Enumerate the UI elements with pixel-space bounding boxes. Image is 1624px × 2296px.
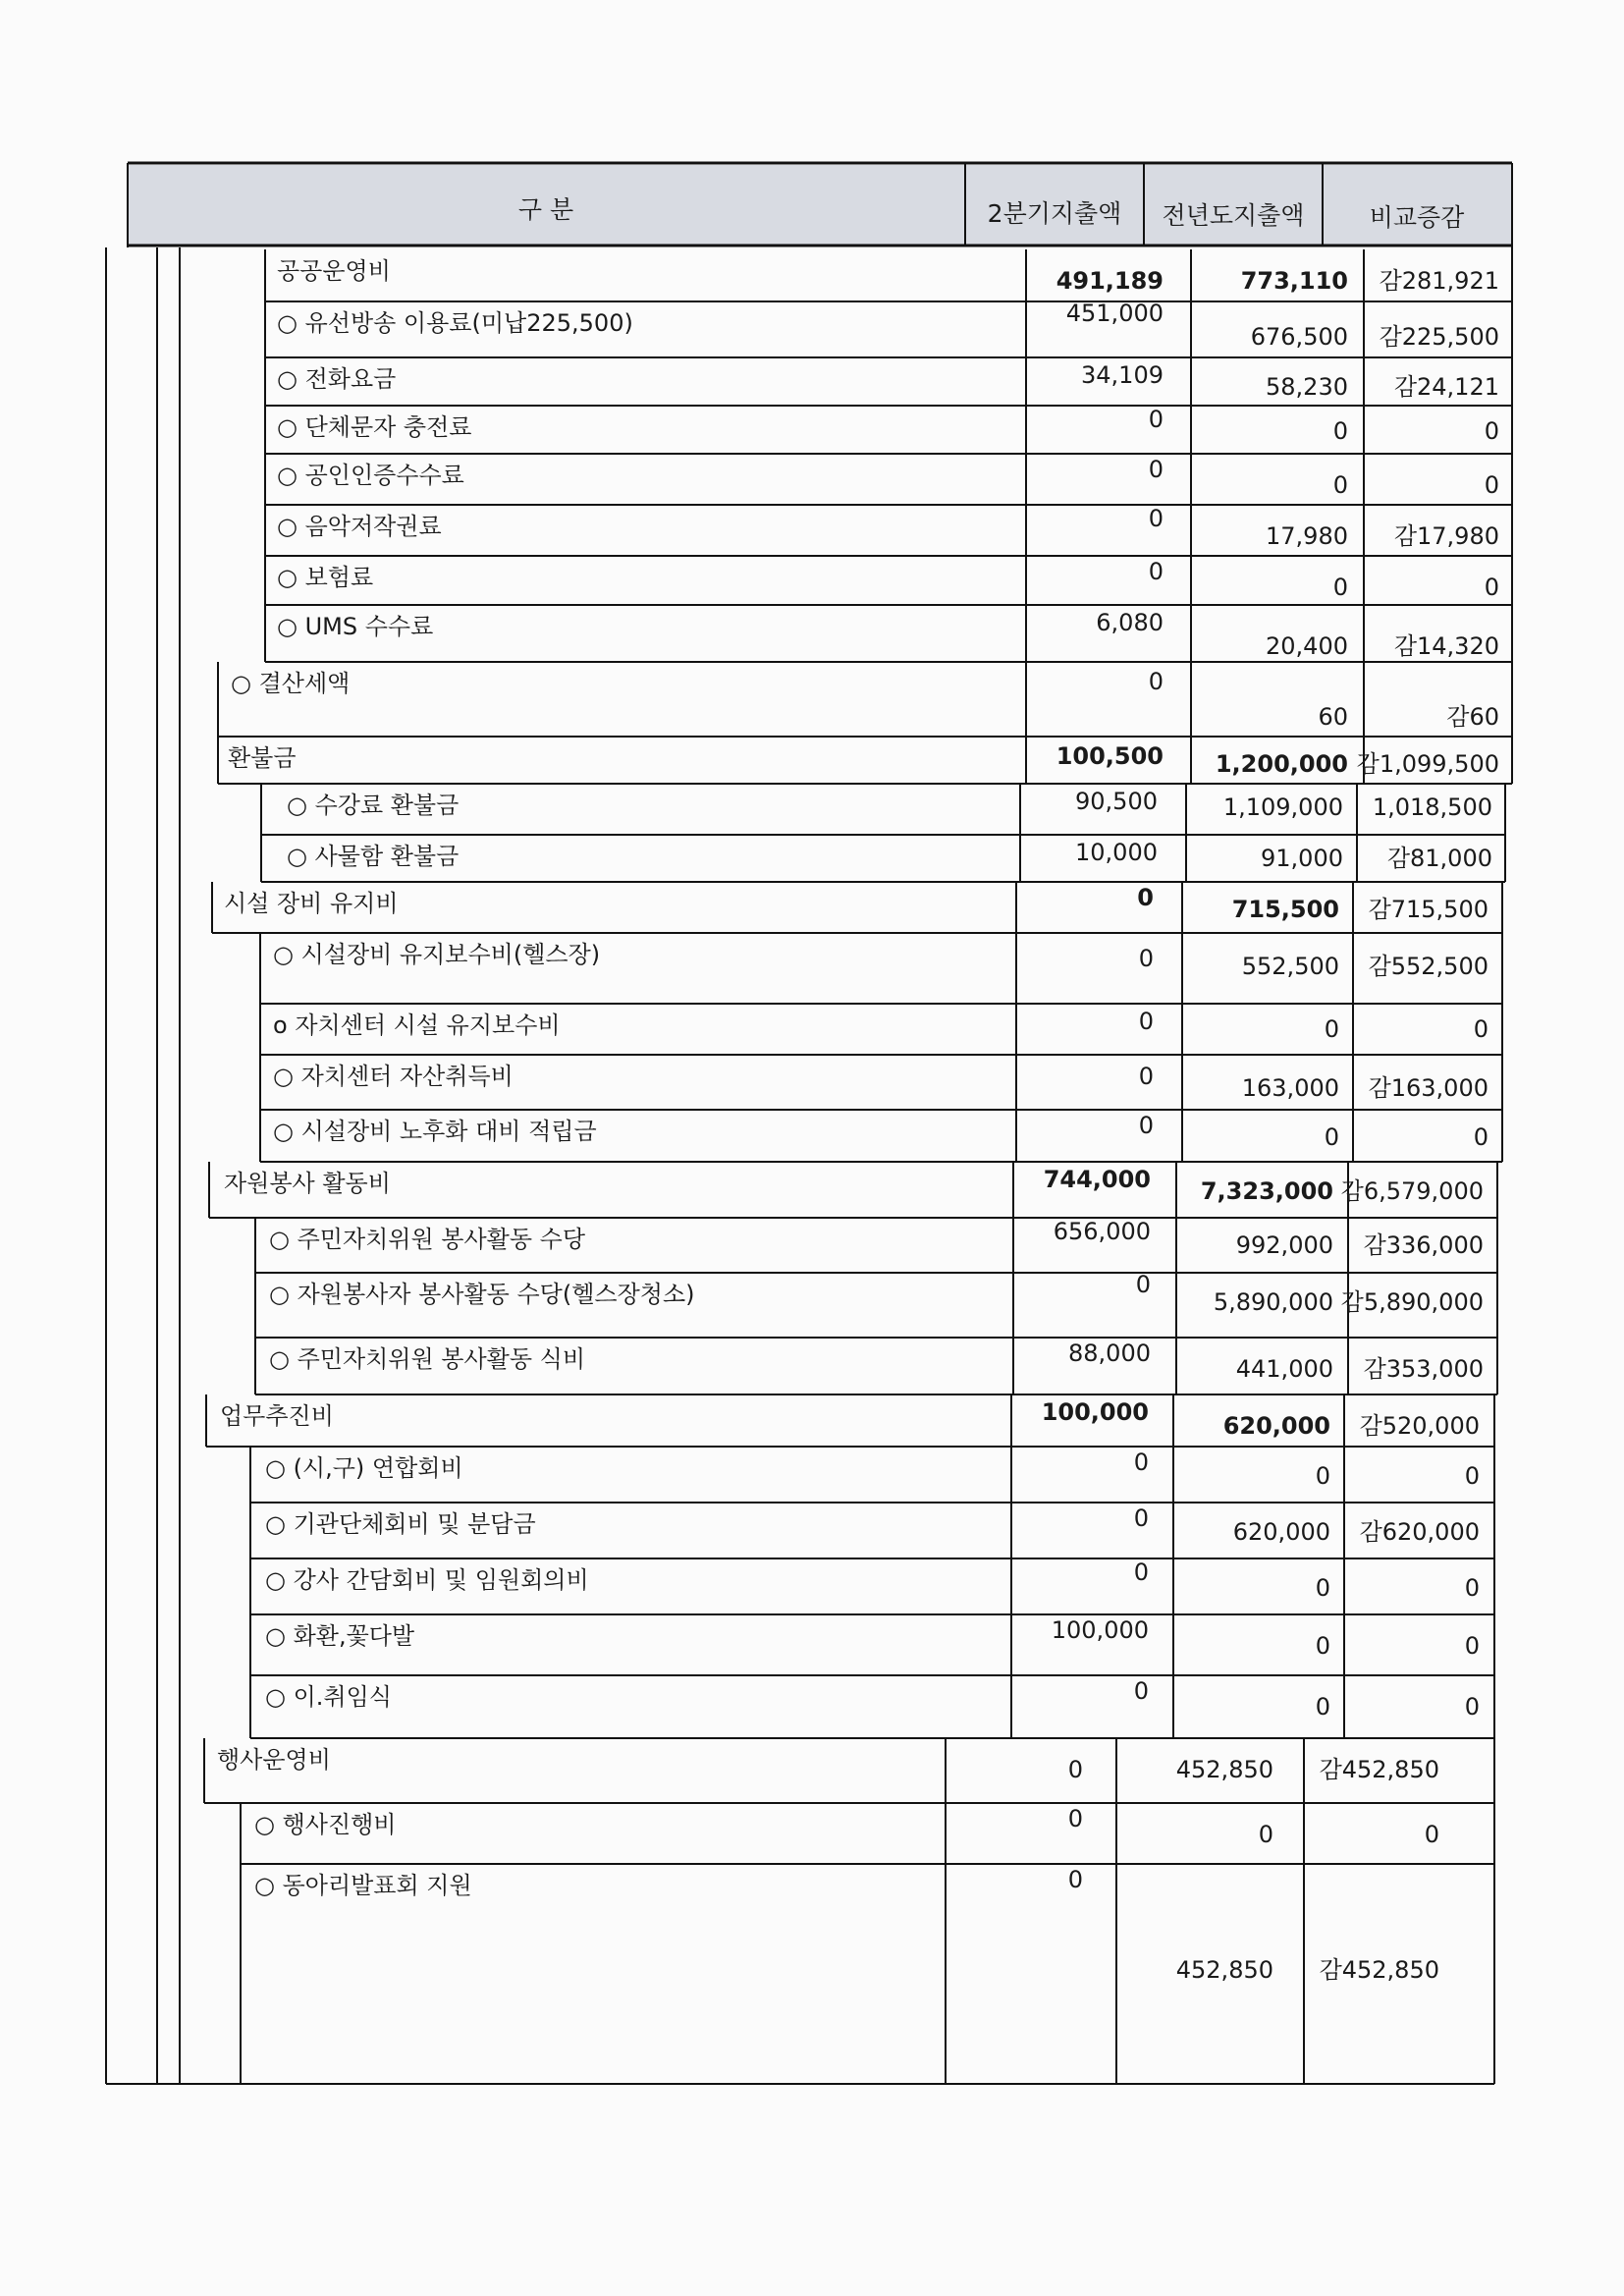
row-q2-value: 0 <box>1067 1866 1083 1893</box>
row-prev-year-value: 58,230 <box>1266 373 1348 401</box>
row-diff-value: 감163,000 <box>1368 1074 1489 1102</box>
row-prev-year-value: 452,850 <box>1175 1956 1273 1984</box>
row-prev-year-value: 552,500 <box>1241 953 1339 980</box>
header-prev-year-expense: 전년도지출액 <box>1162 201 1305 230</box>
row-diff-value: 0 <box>1424 1821 1439 1848</box>
row-label: ○ 보험료 <box>277 564 374 591</box>
row-prev-year-value: 91,000 <box>1261 845 1343 872</box>
row-prev-year-value: 0 <box>1332 471 1348 499</box>
row-label: ○ 유선방송 이용료(미납225,500) <box>277 309 633 337</box>
row-label: ○ 자원봉사자 봉사활동 수당(헬스장청소) <box>269 1281 695 1308</box>
row-q2-value: 0 <box>1148 505 1164 532</box>
row-label: ○ UMS 수수료 <box>277 613 434 640</box>
row-diff-value: 감336,000 <box>1363 1231 1484 1259</box>
row-diff-value: 감452,850 <box>1319 1756 1439 1783</box>
row-q2-value: 0 <box>1135 1271 1151 1298</box>
row-q2-value: 0 <box>1138 1008 1154 1035</box>
row-label: ○ 결산세액 <box>231 670 351 697</box>
row-q2-value: 0 <box>1133 1677 1149 1705</box>
row-diff-value: 감225,500 <box>1379 323 1499 351</box>
header-comparison-diff: 비교증감 <box>1369 203 1465 232</box>
row-label: ○ 시설장비 노후화 대비 적립금 <box>273 1118 597 1145</box>
row-label: ○ 시설장비 유지보수비(헬스장) <box>273 941 601 968</box>
row-diff-value: 감6,579,000 <box>1340 1177 1484 1205</box>
row-q2-value: 0 <box>1138 945 1154 972</box>
row-diff-value: 0 <box>1464 1462 1480 1490</box>
row-q2-value: 491,189 <box>1056 267 1164 295</box>
row-prev-year-value: 0 <box>1258 1821 1273 1848</box>
table-rows <box>217 257 1499 1984</box>
row-prev-year-value: 20,400 <box>1266 632 1348 660</box>
row-prev-year-value: 1,200,000 <box>1215 750 1348 778</box>
row-prev-year-value: 620,000 <box>1232 1518 1330 1546</box>
row-label: ○ 이.취임식 <box>265 1683 392 1711</box>
row-diff-value: 감552,500 <box>1368 953 1489 980</box>
row-prev-year-value: 676,500 <box>1250 323 1348 351</box>
row-prev-year-value: 441,000 <box>1235 1355 1333 1383</box>
header-category: 구 분 <box>517 195 574 224</box>
row-label: ○ 단체문자 충전료 <box>277 413 472 441</box>
row-prev-year-value: 17,980 <box>1266 522 1348 550</box>
row-diff-value: 감17,980 <box>1393 522 1499 550</box>
row-q2-value: 100,000 <box>1051 1616 1149 1644</box>
row-prev-year-value: 773,110 <box>1240 267 1348 295</box>
row-diff-value: 0 <box>1464 1574 1480 1602</box>
row-prev-year-value: 0 <box>1315 1693 1330 1721</box>
row-prev-year-value: 60 <box>1318 703 1348 731</box>
row-prev-year-value: 0 <box>1332 574 1348 601</box>
row-label: ○ 화환,꽃다발 <box>265 1622 415 1650</box>
row-prev-year-value: 7,323,000 <box>1200 1177 1333 1205</box>
row-diff-value: 감5,890,000 <box>1340 1288 1484 1316</box>
row-diff-value: 감60 <box>1446 703 1499 731</box>
row-q2-value: 656,000 <box>1053 1218 1151 1245</box>
row-diff-value: 감14,320 <box>1393 632 1499 660</box>
row-prev-year-value: 620,000 <box>1222 1412 1330 1440</box>
row-q2-value: 0 <box>1148 456 1164 483</box>
row-label: ○ (시,구) 연합회비 <box>265 1454 463 1482</box>
row-diff-value: 감520,000 <box>1359 1412 1480 1440</box>
row-q2-value: 100,000 <box>1041 1398 1149 1426</box>
row-prev-year-value: 452,850 <box>1175 1756 1273 1783</box>
row-diff-value: 감81,000 <box>1386 845 1492 872</box>
row-diff-value: 감452,850 <box>1319 1956 1439 1984</box>
row-diff-value: 감1,099,500 <box>1356 750 1499 778</box>
row-q2-value: 6,080 <box>1096 609 1164 636</box>
row-label: ○ 강사 간담회비 및 임원회의비 <box>265 1566 589 1594</box>
row-prev-year-value: 992,000 <box>1235 1231 1333 1259</box>
row-q2-value: 451,000 <box>1065 300 1164 327</box>
row-prev-year-value: 163,000 <box>1241 1074 1339 1102</box>
row-label: ○ 공인인증수수료 <box>277 462 464 489</box>
row-prev-year-value: 0 <box>1332 417 1348 445</box>
row-label: ○ 주민자치위원 봉사활동 식비 <box>269 1345 586 1373</box>
row-q2-value: 10,000 <box>1075 839 1158 866</box>
row-label: 공공운영비 <box>277 257 391 285</box>
row-diff-value: 감24,121 <box>1393 373 1499 401</box>
header-q2-expense: 2분기지출액 <box>987 199 1122 228</box>
header-background <box>128 165 1512 246</box>
row-label: 자원봉사 활동비 <box>224 1170 391 1197</box>
row-label: 시설 장비 유지비 <box>224 890 399 917</box>
row-q2-value: 90,500 <box>1075 788 1158 815</box>
row-label: ○ 행사진행비 <box>254 1811 397 1838</box>
row-q2-value: 0 <box>1148 558 1164 585</box>
row-q2-value: 0 <box>1133 1449 1149 1476</box>
row-q2-value: 0 <box>1138 1112 1154 1139</box>
row-prev-year-value: 715,500 <box>1231 896 1339 923</box>
row-q2-value: 88,000 <box>1068 1339 1151 1367</box>
row-prev-year-value: 0 <box>1315 1462 1330 1490</box>
row-q2-value: 34,109 <box>1081 361 1164 389</box>
row-prev-year-value: 0 <box>1315 1632 1330 1660</box>
row-label: ○ 수강료 환불금 <box>287 792 460 819</box>
row-label: 업무추진비 <box>220 1402 334 1430</box>
row-diff-value: 감353,000 <box>1363 1355 1484 1383</box>
row-diff-value: 0 <box>1464 1693 1480 1721</box>
row-q2-value: 0 <box>1138 1063 1154 1090</box>
row-q2-value: 0 <box>1137 884 1154 911</box>
row-diff-value: 0 <box>1484 417 1499 445</box>
row-label: 환불금 <box>228 744 297 772</box>
row-diff-value: 감715,500 <box>1368 896 1489 923</box>
row-label: ○ 주민자치위원 봉사활동 수당 <box>269 1226 586 1253</box>
row-q2-value: 0 <box>1133 1558 1149 1586</box>
row-q2-value: 0 <box>1067 1756 1083 1783</box>
row-diff-value: 0 <box>1484 574 1499 601</box>
row-diff-value: 0 <box>1473 1123 1489 1151</box>
row-diff-value: 감281,921 <box>1379 267 1499 295</box>
row-label: ○ 동아리발표회 지원 <box>254 1872 472 1899</box>
row-label: ○ 전화요금 <box>277 365 397 393</box>
row-q2-value: 744,000 <box>1043 1166 1151 1193</box>
row-label: ○ 음악저작권료 <box>277 513 442 540</box>
row-label: ○ 사물함 환불금 <box>287 843 460 870</box>
row-prev-year-value: 0 <box>1324 1123 1339 1151</box>
row-prev-year-value: 0 <box>1315 1574 1330 1602</box>
row-prev-year-value: 0 <box>1324 1015 1339 1043</box>
row-label: o 자치센터 시설 유지보수비 <box>273 1011 561 1039</box>
row-diff-value: 0 <box>1464 1632 1480 1660</box>
row-label: 행사운영비 <box>217 1746 331 1774</box>
row-label: ○ 자치센터 자산취득비 <box>273 1063 514 1090</box>
row-q2-value: 0 <box>1133 1504 1149 1532</box>
row-q2-value: 100,500 <box>1056 742 1164 770</box>
row-label: ○ 기관단체회비 및 분담금 <box>265 1510 536 1538</box>
row-diff-value: 0 <box>1473 1015 1489 1043</box>
row-diff-value: 0 <box>1484 471 1499 499</box>
row-q2-value: 0 <box>1067 1805 1083 1832</box>
row-diff-value: 1,018,500 <box>1372 793 1492 821</box>
row-prev-year-value: 5,890,000 <box>1213 1288 1333 1316</box>
row-diff-value: 감620,000 <box>1359 1518 1480 1546</box>
row-q2-value: 0 <box>1148 668 1164 695</box>
row-prev-year-value: 1,109,000 <box>1222 793 1343 821</box>
row-q2-value: 0 <box>1148 406 1164 433</box>
